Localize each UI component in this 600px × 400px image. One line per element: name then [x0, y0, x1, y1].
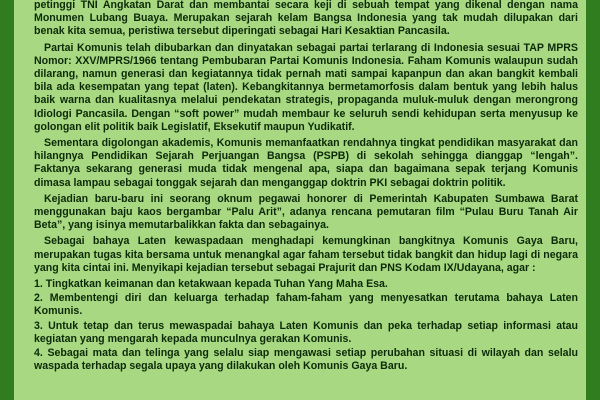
list-number: 2. — [34, 292, 43, 305]
list-text: Sebagai mata dan telinga yang selalu siap mengawasi setiap perubahan situasi di wilayah dan selalu waspada terhadap segala upaya yang dilakukan oleh Komunis Gaya Baru. — [34, 347, 578, 373]
list-number: 1. — [34, 278, 43, 291]
list-item-1 — [34, 278, 578, 291]
document-body — [34, 0, 578, 374]
list-number: 4. — [34, 347, 43, 360]
list-number: 3. — [34, 319, 43, 332]
paragraph-5: Sebagai bahaya Laten kewaspadaan menghadapi kemungkinan bangkitnya Komunis Gaya Baru, merupakan tugas kita bersama untuk menangkal agar faham tersebut tidak bangkit dan hidup lagi di negara yang kita cintai ini. Menyikapi kejadian tersebut sebagai Prajurit dan PNS Kodam IX/Udayana, agar : — [34, 235, 578, 274]
list-item-2 — [34, 292, 578, 318]
paragraph-3: Sementara digolongan akademis, Komunis memanfaatkan rendahnya tingkat pendidikan masyarakat dan hilangnya Pendidikan Sejarah Perjuangan Bangsa (PSPB) di sekolah sehingga dianggap “lengah”. Faktanya sekarang generasi muda tidak mengenal apa, siapa dan bagaimana sepak terjang Komunis dimasa lampau sebagai tonggak sejarah dan menganggap doktrin PKI sebagai doktrin politik. — [34, 137, 578, 189]
list-text: Untuk tetap dan terus mewaspadai bahaya Laten Komunis dan peka terhadap setiap informasi atau kegiatan yang mengarah kepada munculnya gerakan Komunis. — [34, 319, 578, 345]
list-text: Membentengi diri dan keluarga terhadap faham-faham yang menyesatkan terutama bahaya Laten Komunis. — [34, 292, 578, 318]
paragraph-2: Partai Komunis telah dibubarkan dan dinyatakan sebagai partai terlarang di Indonesia sesuai TAP MPRS Nomor: XXV/MPRS/1966 tentang Pembubaran Partai Komunis Indonesia. Faham Komunis walaupun sudah dilarang, namun generasi dan kegiatannya tidak pernah mati sampai kapanpun dan akan bangkit kembali bila ada kesempatan yang tepat (laten). Kebangkitannya bermetamorfosis dalam bentuk yang lebih halus baik warna dan kualitasnya melalui pendekatan strategis, propaganda muluk-muluk dengan merongrong Idiologi Pancasila. Dengan “soft power” mudah membaur ke seluruh sendi kehidupan serta menyusup ke golongan elit politik baik Legislatif, Eksekutif maupun Yudikatif. — [34, 41, 578, 133]
list-item-4 — [34, 347, 578, 373]
list-item-3 — [34, 320, 578, 346]
document-sheet — [14, 0, 586, 400]
paragraph-4: Kejadian baru-baru ini seorang oknum pegawai honorer di Pemerintah Kabupaten Sumbawa Barat menggunakan baju kaos bergambar “Palu Arit”, adanya rencana pemutaran film “Pulau Buru Tanah Air Beta”, yang isinya memutarbalikkan fakta dan sebagainya. — [34, 192, 578, 232]
list-text: Tingkatkan keimanan dan ketakwaan kepada Tuhan Yang Maha Esa. — [45, 278, 388, 291]
paragraph-1: petinggi TNI Angkatan Darat dan membantai secara keji di sebuah tempat yang dikenal dengan nama Monumen Lubang Buaya. Merupakan sejarah kelam Bangsa Indonesia yang tak mudah dilupakan dari benak kita semua, peristiwa tersebut diperingati sebagai Hari Kesaktian Pancasila. — [34, 0, 578, 38]
